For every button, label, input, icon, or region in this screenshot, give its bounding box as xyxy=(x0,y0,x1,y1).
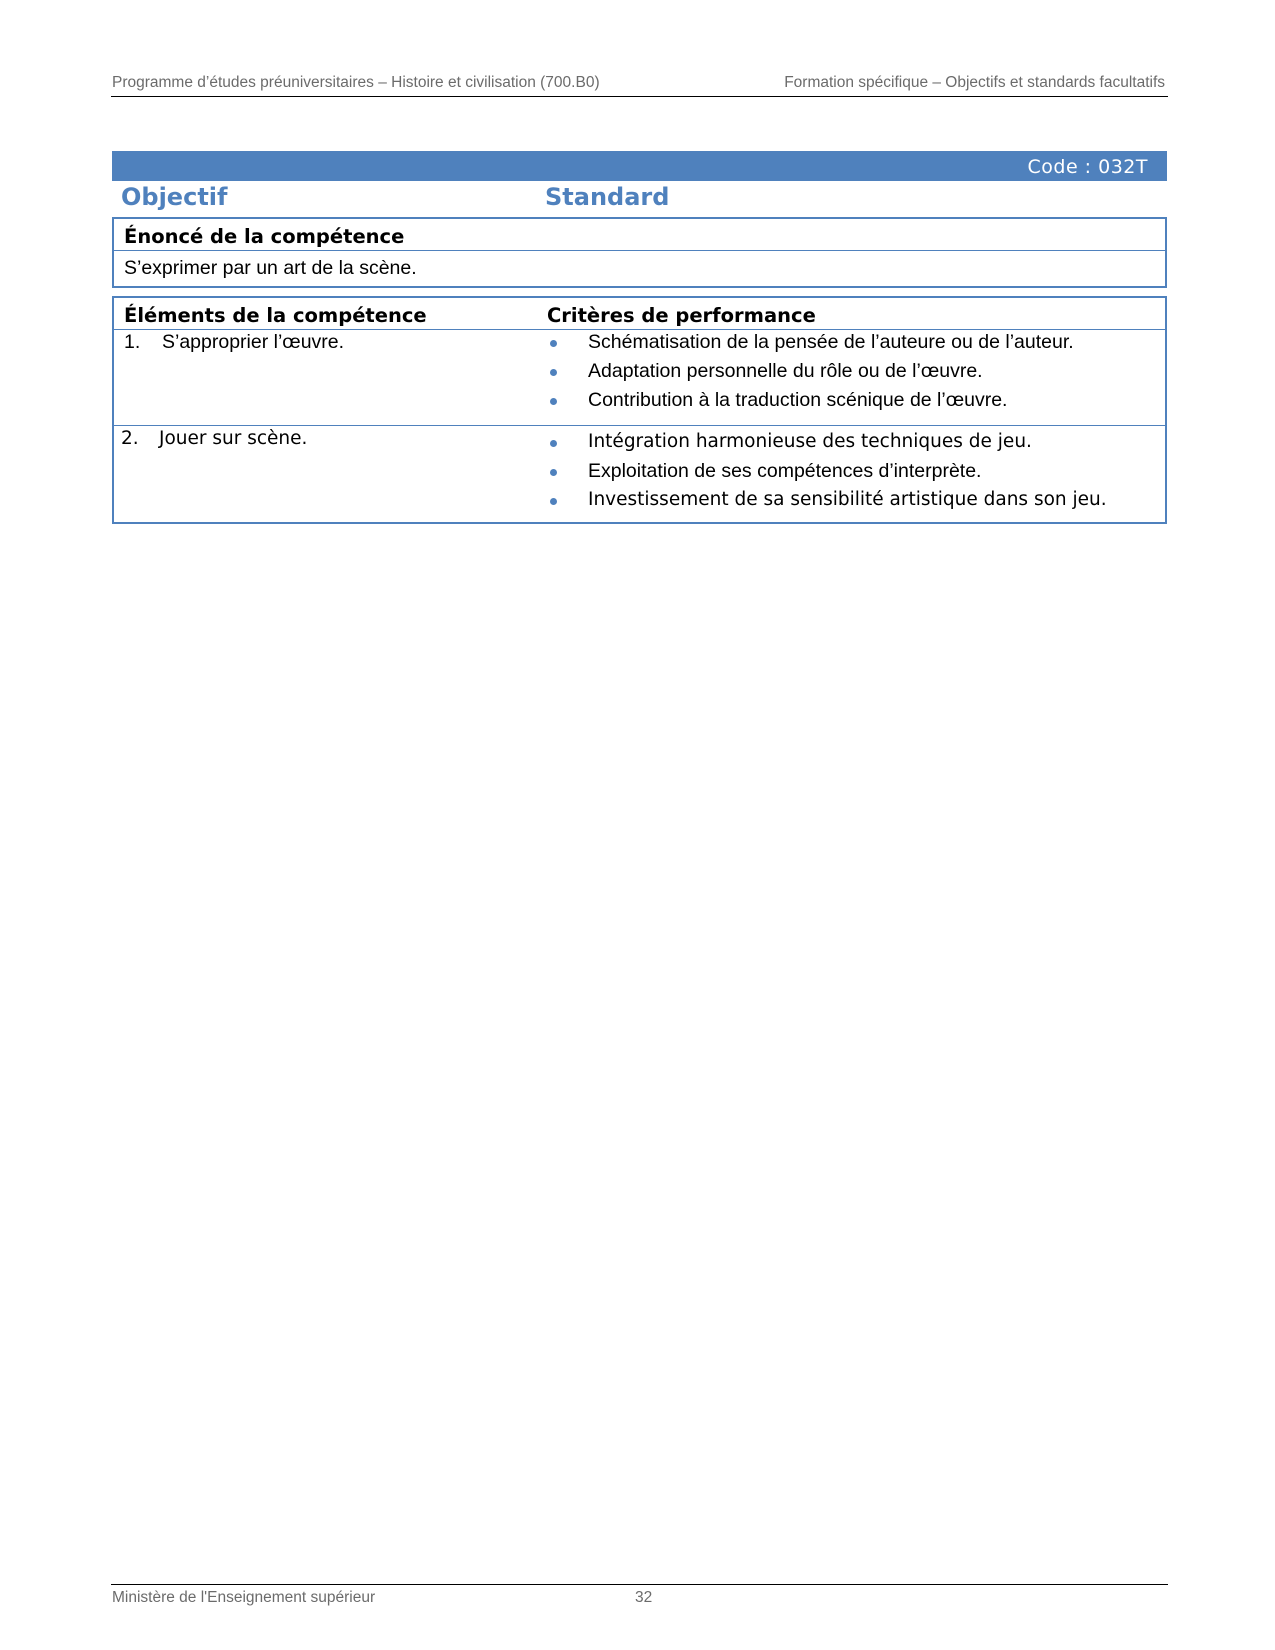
bullet-icon xyxy=(550,498,557,505)
enonce-box xyxy=(112,217,1167,288)
page-header xyxy=(111,72,1168,97)
enonce-title: Énoncé de la compétence xyxy=(124,225,405,248)
criterion-text: Adaptation personnelle du rôle ou de l’œuvre. xyxy=(588,360,983,382)
criterion-text: Intégration harmonieuse des techniques de jeu. xyxy=(588,431,1032,452)
element-number: 2. xyxy=(121,428,139,449)
code-bar xyxy=(112,151,1167,181)
element-number: 1. xyxy=(124,331,141,353)
row-divider xyxy=(114,425,1165,426)
competency-code: Code : 032T xyxy=(1027,156,1148,178)
bullet-icon xyxy=(550,440,557,447)
footer-ministry: Ministère de l'Enseignement supérieur xyxy=(112,1589,376,1606)
bullet-icon xyxy=(550,398,557,405)
element-text: S’approprier l’œuvre. xyxy=(162,331,345,353)
criterion-text: Exploitation de ses compétences d’interprète. xyxy=(588,460,982,482)
bullet-icon xyxy=(550,469,557,476)
enonce-title-row xyxy=(114,219,1165,251)
elements-header: Éléments de la compétence xyxy=(124,304,427,327)
standard-heading: Standard xyxy=(545,183,670,211)
element-text: Jouer sur scène. xyxy=(159,428,308,449)
header-program-title: Programme d’études préuniversitaires – Histoire et civilisation (700.B0) xyxy=(112,74,600,91)
bullet-icon xyxy=(550,369,557,376)
objectif-heading: Objectif xyxy=(121,183,228,211)
criterion-text: Investissement de sa sensibilité artistique dans son jeu. xyxy=(588,489,1107,510)
header-section-title: Formation spécifique – Objectifs et standards facultatifs xyxy=(784,74,1165,91)
page-footer xyxy=(111,1584,1168,1606)
bullet-icon xyxy=(550,340,557,347)
criterion-text: Contribution à la traduction scénique de l’œuvre. xyxy=(588,389,1008,411)
competency-table xyxy=(112,296,1167,524)
criterion-text: Schématisation de la pensée de l’auteure ou de l’auteur. xyxy=(588,331,1074,353)
enonce-text: S’exprimer par un art de la scène. xyxy=(124,257,417,279)
criteria-header: Critères de performance xyxy=(547,304,816,327)
page-number: 32 xyxy=(635,1589,653,1606)
table-header xyxy=(114,298,1165,330)
